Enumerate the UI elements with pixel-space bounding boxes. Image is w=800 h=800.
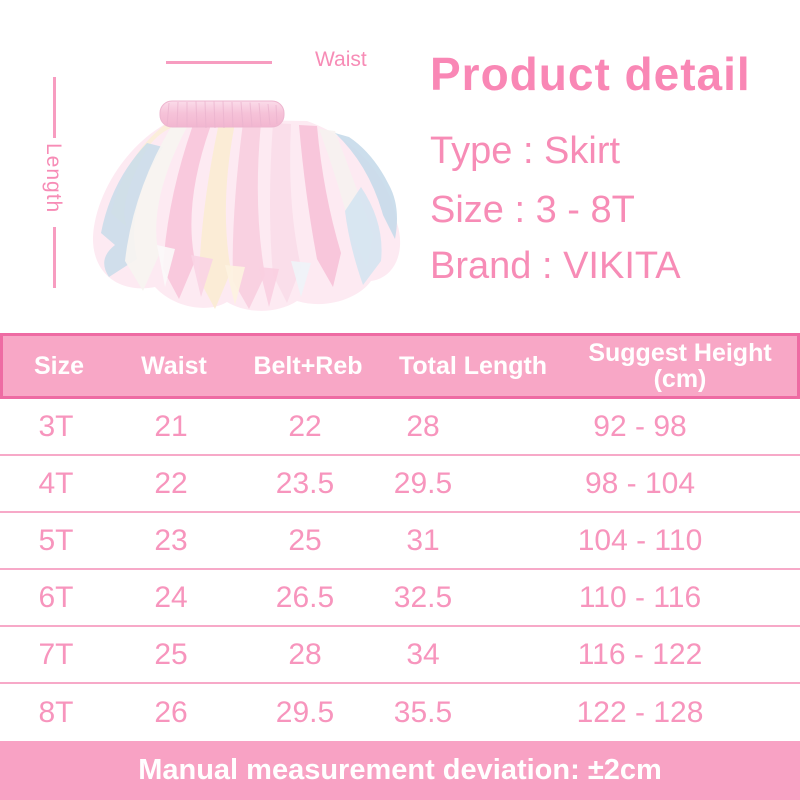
- column-header-suggest-height-unit: (cm): [653, 365, 707, 393]
- length-label: Length: [42, 143, 65, 214]
- column-header-belt-reb: Belt+Reb: [253, 351, 363, 380]
- column-header-suggest-height-line1: Suggest Height: [588, 338, 772, 367]
- table-row: [0, 570, 800, 627]
- cell-total-length: 32.5: [393, 580, 453, 614]
- cell-waist: 22: [154, 466, 188, 500]
- table-row: [0, 399, 800, 456]
- table-row: [0, 513, 800, 570]
- table-row: [0, 684, 800, 741]
- cell-total-length: 29.5: [393, 466, 453, 500]
- waist-measure-line: [166, 61, 272, 64]
- tulle-layers: [93, 119, 400, 311]
- column-header-suggest-height: [563, 340, 797, 393]
- waist-label: Waist: [315, 48, 367, 71]
- cell-size: 5T: [38, 523, 74, 557]
- product-detail-title: Product detail: [430, 48, 751, 100]
- cell-suggest-height: 104 - 110: [577, 523, 703, 557]
- cell-belt-reb: 23.5: [275, 466, 335, 500]
- product-size-range: Size : 3 - 8T: [430, 189, 635, 231]
- size-chart-table: [0, 333, 800, 741]
- cell-size: 3T: [38, 409, 74, 443]
- cell-suggest-height: 110 - 116: [578, 580, 702, 614]
- length-measure-line-top: [53, 77, 56, 138]
- cell-belt-reb: 28: [288, 637, 322, 671]
- tutu-skirt-image: [75, 95, 405, 320]
- cell-total-length: 28: [406, 409, 440, 443]
- column-header-size: Size: [33, 351, 85, 380]
- cell-waist: 23: [154, 523, 188, 557]
- cell-size: 7T: [38, 637, 74, 671]
- cell-suggest-height: 122 - 128: [576, 695, 704, 729]
- cell-waist: 21: [154, 409, 188, 443]
- cell-size: 4T: [38, 466, 74, 500]
- cell-size: 6T: [38, 580, 74, 614]
- column-header-waist: Waist: [141, 351, 207, 380]
- skirt-waistband: [160, 101, 284, 128]
- table-row: [0, 627, 800, 684]
- cell-total-length: 31: [406, 523, 440, 557]
- cell-suggest-height: 98 - 104: [584, 466, 696, 500]
- column-header-total-length: Total Length: [398, 351, 548, 380]
- cell-suggest-height: 92 - 98: [593, 409, 687, 443]
- product-type: Type : Skirt: [430, 130, 621, 172]
- cell-suggest-height: 116 - 122: [577, 637, 703, 671]
- table-row: [0, 456, 800, 513]
- product-brand: Brand : VIKITA: [430, 245, 681, 287]
- cell-total-length: 34: [406, 637, 440, 671]
- cell-size: 8T: [38, 695, 74, 729]
- cell-belt-reb: 26.5: [275, 580, 335, 614]
- cell-belt-reb: 22: [288, 409, 322, 443]
- cell-belt-reb: 25: [288, 523, 322, 557]
- cell-waist: 26: [154, 695, 188, 729]
- cell-waist: 24: [154, 580, 188, 614]
- length-measure-line-bottom: [53, 227, 56, 288]
- cell-waist: 25: [154, 637, 188, 671]
- measurement-deviation-note: Manual measurement deviation: ±2cm: [0, 741, 800, 800]
- size-chart-header-row: [0, 333, 800, 399]
- cell-belt-reb: 29.5: [275, 695, 335, 729]
- cell-total-length: 35.5: [393, 695, 453, 729]
